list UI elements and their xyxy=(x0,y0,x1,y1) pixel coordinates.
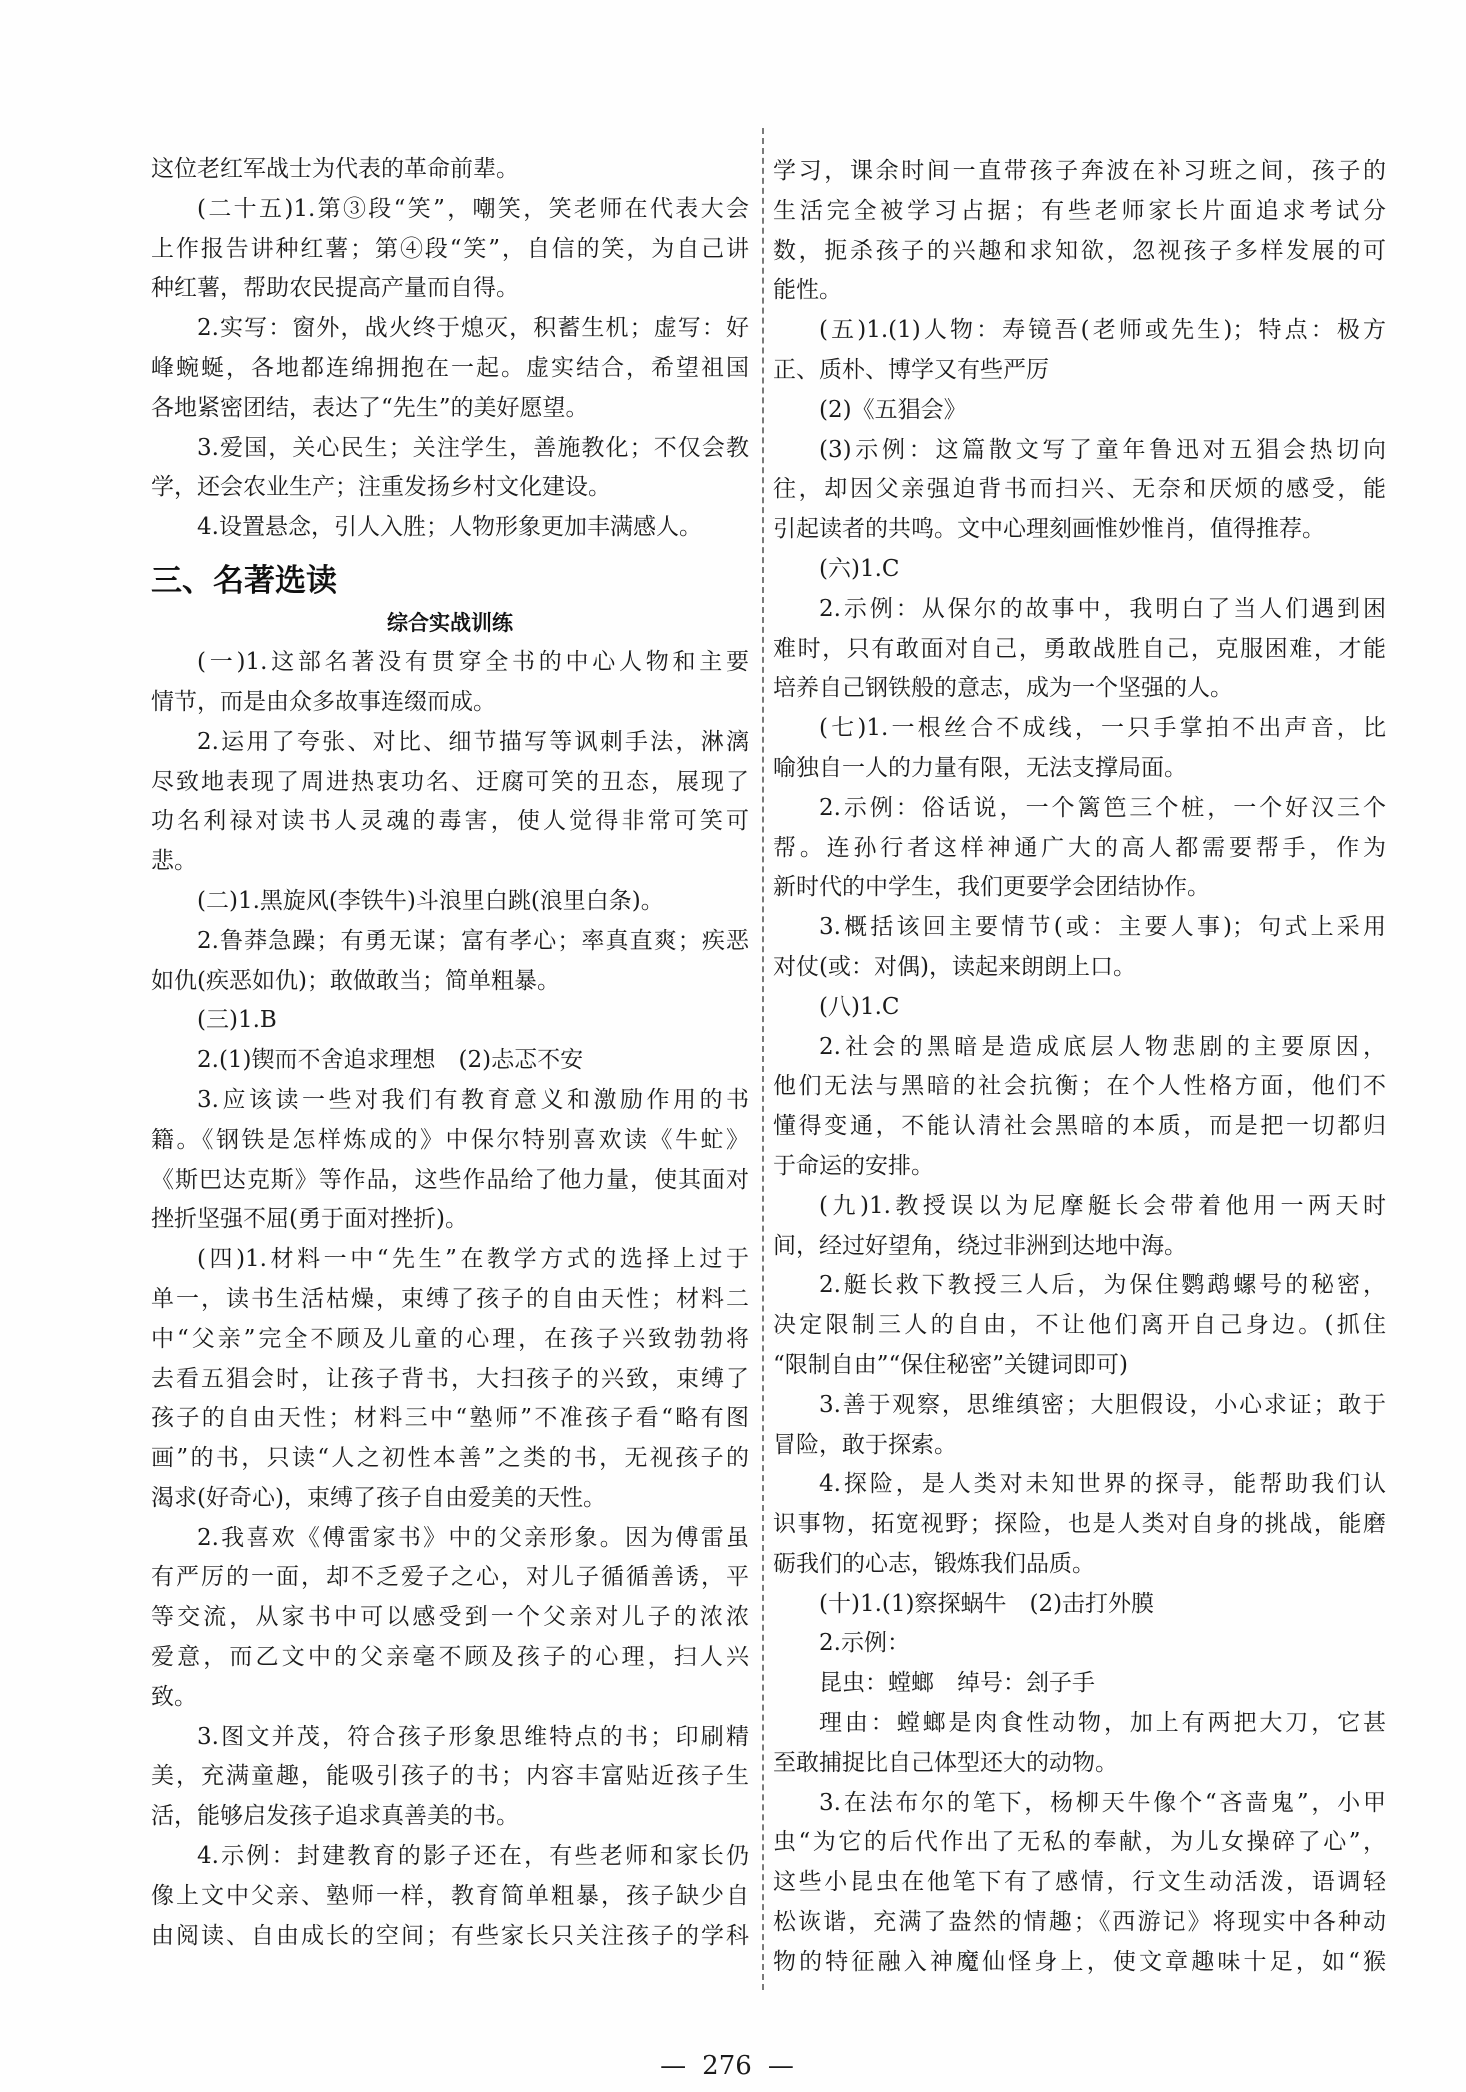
text-line: (六)1.C xyxy=(819,555,900,582)
text-line: 间，经过好望角，绕过非洲到达地中海。 xyxy=(773,1232,1187,1259)
answer-paragraph xyxy=(773,1386,1386,1466)
text-line: 2.社会的黑暗是造成底层人物悲剧的主要原因， xyxy=(819,1033,1386,1060)
text-line: 4.探险，是人类对未知世界的探寻，能帮助我们认 xyxy=(819,1471,1386,1498)
answer-paragraph xyxy=(773,1266,1386,1385)
answer-paragraph xyxy=(151,882,749,922)
section-subheading: 综合实战训练 xyxy=(387,610,513,635)
text-line: 尽致地表现了周进热衷功名、迂腐可笑的丑态，展现了 xyxy=(151,768,749,795)
answer-paragraph xyxy=(151,1041,749,1081)
text-line: 画”的书，只读“人之初性本善”之类的书，无视孩子的 xyxy=(151,1445,749,1472)
text-line: 2.实写：窗外，战火终于熄灭，积蓄生机；虚写：好 xyxy=(197,315,749,342)
text-line: (九)1.教授误以为尼摩艇长会带着他用一两天时 xyxy=(819,1192,1386,1219)
answer-paragraph xyxy=(151,150,749,190)
text-line: 3.善于观察，思维缜密；大胆假设，小心求证；敢于 xyxy=(819,1391,1386,1418)
answer-paragraph xyxy=(151,643,749,723)
answer-paragraph xyxy=(773,311,1386,391)
left-column xyxy=(151,150,749,1956)
text-line: (三)1.B xyxy=(197,1007,277,1034)
answer-paragraph xyxy=(773,1784,1386,1983)
footer-dash-left: — xyxy=(660,2051,687,2081)
answer-paragraph xyxy=(773,988,1386,1028)
text-line: 2.示例： xyxy=(819,1630,910,1657)
answer-paragraph xyxy=(773,1624,1386,1664)
text-line: (八)1.C xyxy=(819,993,900,1020)
text-line: 3.应该读一些对我们有教育意义和激励作用的书 xyxy=(197,1086,749,1113)
text-line: 数，扼杀孩子的兴趣和求知欲，忽视孩子多样发展的可 xyxy=(773,237,1386,264)
text-line: 如仇(疾恶如仇)；敢做敢当；简单粗暴。 xyxy=(151,967,560,994)
text-line: 冒险，敢于探索。 xyxy=(773,1431,957,1458)
text-line: (2)《五猖会》 xyxy=(819,396,967,423)
answer-paragraph xyxy=(151,190,749,309)
text-line: 能性。 xyxy=(773,277,842,304)
text-line: 中“父亲”完全不顾及儿童的心理，在孩子兴致勃勃将 xyxy=(151,1325,749,1352)
right-column xyxy=(773,152,1386,1983)
text-line: 对仗(或：对偶)，读起来朗朗上口。 xyxy=(773,953,1136,980)
text-line: 往，却因父亲强迫背书而扫兴、无奈和厌烦的感受，能 xyxy=(773,476,1386,503)
text-line: 这位老红军战士为代表的革命前辈。 xyxy=(151,156,519,182)
answer-paragraph xyxy=(773,1465,1386,1584)
text-line: 2.艇长救下教授三人后，为保住鹦鹉螺号的秘密， xyxy=(819,1272,1386,1299)
text-line: 虫“为它的后代作出了无私的奉献，为儿女操碎了心”， xyxy=(773,1829,1386,1856)
section-heading: 三、名著选读 xyxy=(151,562,337,599)
text-line: 学习，课余时间一直带孩子奔波在补习班之间，孩子的 xyxy=(773,158,1386,184)
text-line: 爱意，而乙文中的父亲毫不顾及孩子的心理，扫人兴 xyxy=(151,1644,749,1671)
text-line: (十)1.(1)察探蜗牛 (2)击打外膜 xyxy=(819,1590,1155,1617)
answer-paragraph xyxy=(773,1704,1386,1784)
text-line: 致。 xyxy=(151,1683,197,1710)
text-line: 像上文中父亲、塾师一样，教育简单粗暴，孩子缺少自 xyxy=(151,1882,749,1909)
answer-paragraph xyxy=(773,391,1386,431)
text-line: 帮。连孙行者这样神通广大的高人都需要帮手，作为 xyxy=(773,834,1386,861)
text-line: 松诙谐，充满了盎然的情趣；《西游记》将现实中各种动 xyxy=(773,1909,1386,1936)
text-line: 2.运用了夸张、对比、细节描写等讽刺手法，淋漓 xyxy=(197,728,749,755)
text-line: 渴求(好奇心)，束缚了孩子自由爱美的天性。 xyxy=(151,1484,606,1511)
text-line: 峰蜿蜒，各地都连绵拥抱在一起。虚实结合，希望祖国 xyxy=(151,354,749,381)
text-line: (二)1.黑旋风(李铁牛)斗浪里白跳(浪里白条)。 xyxy=(197,887,664,914)
answer-paragraph xyxy=(151,1837,749,1956)
answer-paragraph xyxy=(151,723,749,882)
text-line: 各地紧密团结，表达了“先生”的美好愿望。 xyxy=(151,394,589,421)
text-line: 他们无法与黑暗的社会抗衡；在个人性格方面，他们不 xyxy=(773,1073,1386,1100)
answer-paragraph xyxy=(151,1001,749,1041)
text-line: 至敢捕捉比自己体型还大的动物。 xyxy=(773,1749,1118,1776)
answer-paragraph xyxy=(773,152,1386,311)
text-line: 2.(1)锲而不舍追求理想 (2)忐忑不安 xyxy=(197,1047,584,1074)
text-line: 3.爱国，关心民生；关注学生，善施教化；不仅会教 xyxy=(197,434,749,461)
text-line: 学，还会农业生产；注重发扬乡村文化建设。 xyxy=(151,474,611,501)
text-line: 2.示例：俗话说，一个篱笆三个桩，一个好汉三个 xyxy=(819,794,1386,821)
text-line: 3.图文并茂，符合孩子形象思维特点的书；印刷精 xyxy=(197,1723,749,1750)
answer-paragraph xyxy=(773,1585,1386,1625)
text-line: 懂得变通，不能认清社会黑暗的本质，而是把一切都归 xyxy=(773,1113,1386,1140)
text-line: 3.概括该回主要情节(或：主要人事)；句式上采用 xyxy=(819,914,1386,941)
answer-paragraph xyxy=(151,1718,749,1837)
text-line: 这些小昆虫在他笔下有了感情，行文生动活泼，语调轻 xyxy=(773,1869,1386,1896)
footer-dash-right: — xyxy=(767,2051,794,2081)
answer-paragraph xyxy=(773,590,1386,709)
text-line: (一)1.这部名著没有贯穿全书的中心人物和主要 xyxy=(197,649,749,676)
text-line: 砺我们的心志，锻炼我们品质。 xyxy=(773,1550,1095,1577)
answer-paragraph xyxy=(773,1664,1386,1704)
text-line: 新时代的中学生，我们更要学会团结协作。 xyxy=(773,874,1210,901)
text-line: 由阅读、自由成长的空间；有些家长只关注孩子的学科 xyxy=(151,1922,749,1949)
answer-paragraph xyxy=(773,789,1386,908)
text-line: 生活完全被学习占据；有些老师家长片面追求考试分 xyxy=(773,197,1386,224)
text-line: 4.设置悬念，引人入胜；人物形象更加丰满感人。 xyxy=(197,514,702,541)
text-line: 4.示例：封建教育的影子还在，有些老师和家长仍 xyxy=(197,1843,749,1870)
text-line: 单一，读书生活枯燥，束缚了孩子的自由天性；材料二 xyxy=(151,1285,749,1312)
text-line: 功名利禄对读书人灵魂的毒害，使人觉得非常可笑可 xyxy=(151,808,749,835)
text-line: 决定限制三人的自由，不让他们离开自己身边。(抓住 xyxy=(773,1312,1386,1339)
text-line: 3.在法布尔的笔下，杨柳天牛像个“吝啬鬼”，小甲 xyxy=(819,1789,1386,1816)
text-line: 活，能够启发孩子追求真善美的书。 xyxy=(151,1803,519,1830)
page-number: 276 xyxy=(702,2051,752,2081)
answer-paragraph xyxy=(151,1240,749,1519)
text-line: 等交流，从家书中可以感受到一个父亲对儿子的浓浓 xyxy=(151,1604,749,1631)
text-line: 识事物，拓宽视野；探险，也是人类对自身的挑战，能磨 xyxy=(773,1511,1386,1538)
answer-paragraph xyxy=(773,431,1386,550)
answer-paragraph xyxy=(151,1081,749,1240)
text-line: (3)示例：这篇散文写了童年鲁迅对五猖会热切向 xyxy=(819,436,1386,463)
text-line: 昆虫：螳螂 绰号：刽子手 xyxy=(819,1670,1095,1697)
text-line: 2.我喜欢《傅雷家书》中的父亲形象。因为傅雷虽 xyxy=(197,1524,749,1551)
text-line: 有严厉的一面，却不乏爱子之心，对儿子循循善诱，平 xyxy=(151,1564,749,1591)
text-line: 喻独自一人的力量有限，无法支撑局面。 xyxy=(773,754,1187,781)
answer-paragraph xyxy=(773,709,1386,789)
answer-paragraph xyxy=(773,908,1386,988)
text-line: (二十五)1.第③段“笑”，嘲笑，笑老师在代表大会 xyxy=(197,195,749,222)
answer-paragraph xyxy=(151,429,749,509)
text-line: (四)1.材料一中“先生”在教学方式的选择上过于 xyxy=(197,1246,749,1273)
text-line: 2.示例：从保尔的故事中，我明白了当人们遇到困 xyxy=(819,595,1386,622)
text-line: 籍。《钢铁是怎样炼成的》中保尔特别喜欢读《牛虻》 xyxy=(151,1126,749,1153)
text-line: 理由：螳螂是肉食性动物，加上有两把大刀，它甚 xyxy=(819,1710,1386,1737)
answer-paragraph xyxy=(151,309,749,428)
text-line: 美，充满童趣，能吸引孩子的书；内容丰富贴近孩子生 xyxy=(151,1763,749,1790)
text-line: (五)1.(1)人物：寿镜吾(老师或先生)；特点：极方 xyxy=(819,317,1386,344)
text-line: 难时，只有敢面对自己，勇敢战胜自己，克服困难，才能 xyxy=(773,635,1386,662)
text-line: (七)1.一根丝合不成线，一只手掌拍不出声音，比 xyxy=(819,715,1386,742)
answer-paragraph xyxy=(151,922,749,1002)
column-divider xyxy=(762,128,764,1990)
text-line: “限制自由”“保住秘密”关键词即可) xyxy=(773,1351,1129,1378)
text-line: 孩子的自由天性；材料三中“塾师”不准孩子看“略有图 xyxy=(151,1405,749,1432)
text-line: 2.鲁莽急躁；有勇无谋；富有孝心；率真直爽；疾恶 xyxy=(197,927,749,954)
text-line: 培养自己钢铁般的意志，成为一个坚强的人。 xyxy=(773,675,1233,702)
answer-paragraph xyxy=(773,550,1386,590)
text-line: 种红薯，帮助农民提高产量而自得。 xyxy=(151,275,519,302)
text-line: 引起读者的共鸣。文中心理刻画惟妙惟肖，值得推荐。 xyxy=(773,516,1325,543)
answer-paragraph xyxy=(773,1028,1386,1187)
text-line: 上作报告讲种红薯；第④段“笑”，自信的笑，为自己讲 xyxy=(151,235,749,262)
text-line: 《斯巴达克斯》等作品，这些作品给了他力量，使其面对 xyxy=(151,1166,749,1193)
answer-paragraph xyxy=(151,508,749,548)
text-line: 去看五猖会时，让孩子背书，大扫孩子的兴致，束缚了 xyxy=(151,1365,749,1392)
text-line: 悲。 xyxy=(151,848,197,875)
text-line: 情节，而是由众多故事连缀而成。 xyxy=(151,688,496,715)
page-footer xyxy=(607,2046,847,2086)
text-line: 于命运的安排。 xyxy=(773,1152,934,1179)
text-line: 挫折坚强不屈(勇于面对挫折)。 xyxy=(151,1206,468,1233)
answer-paragraph xyxy=(773,1187,1386,1267)
answer-paragraph xyxy=(151,1519,749,1718)
text-line: 物的特征融入神魔仙怪身上，使文章趣味十足，如“猴 xyxy=(773,1948,1386,1975)
text-line: 正、质朴、博学又有些严厉 xyxy=(773,356,1049,383)
